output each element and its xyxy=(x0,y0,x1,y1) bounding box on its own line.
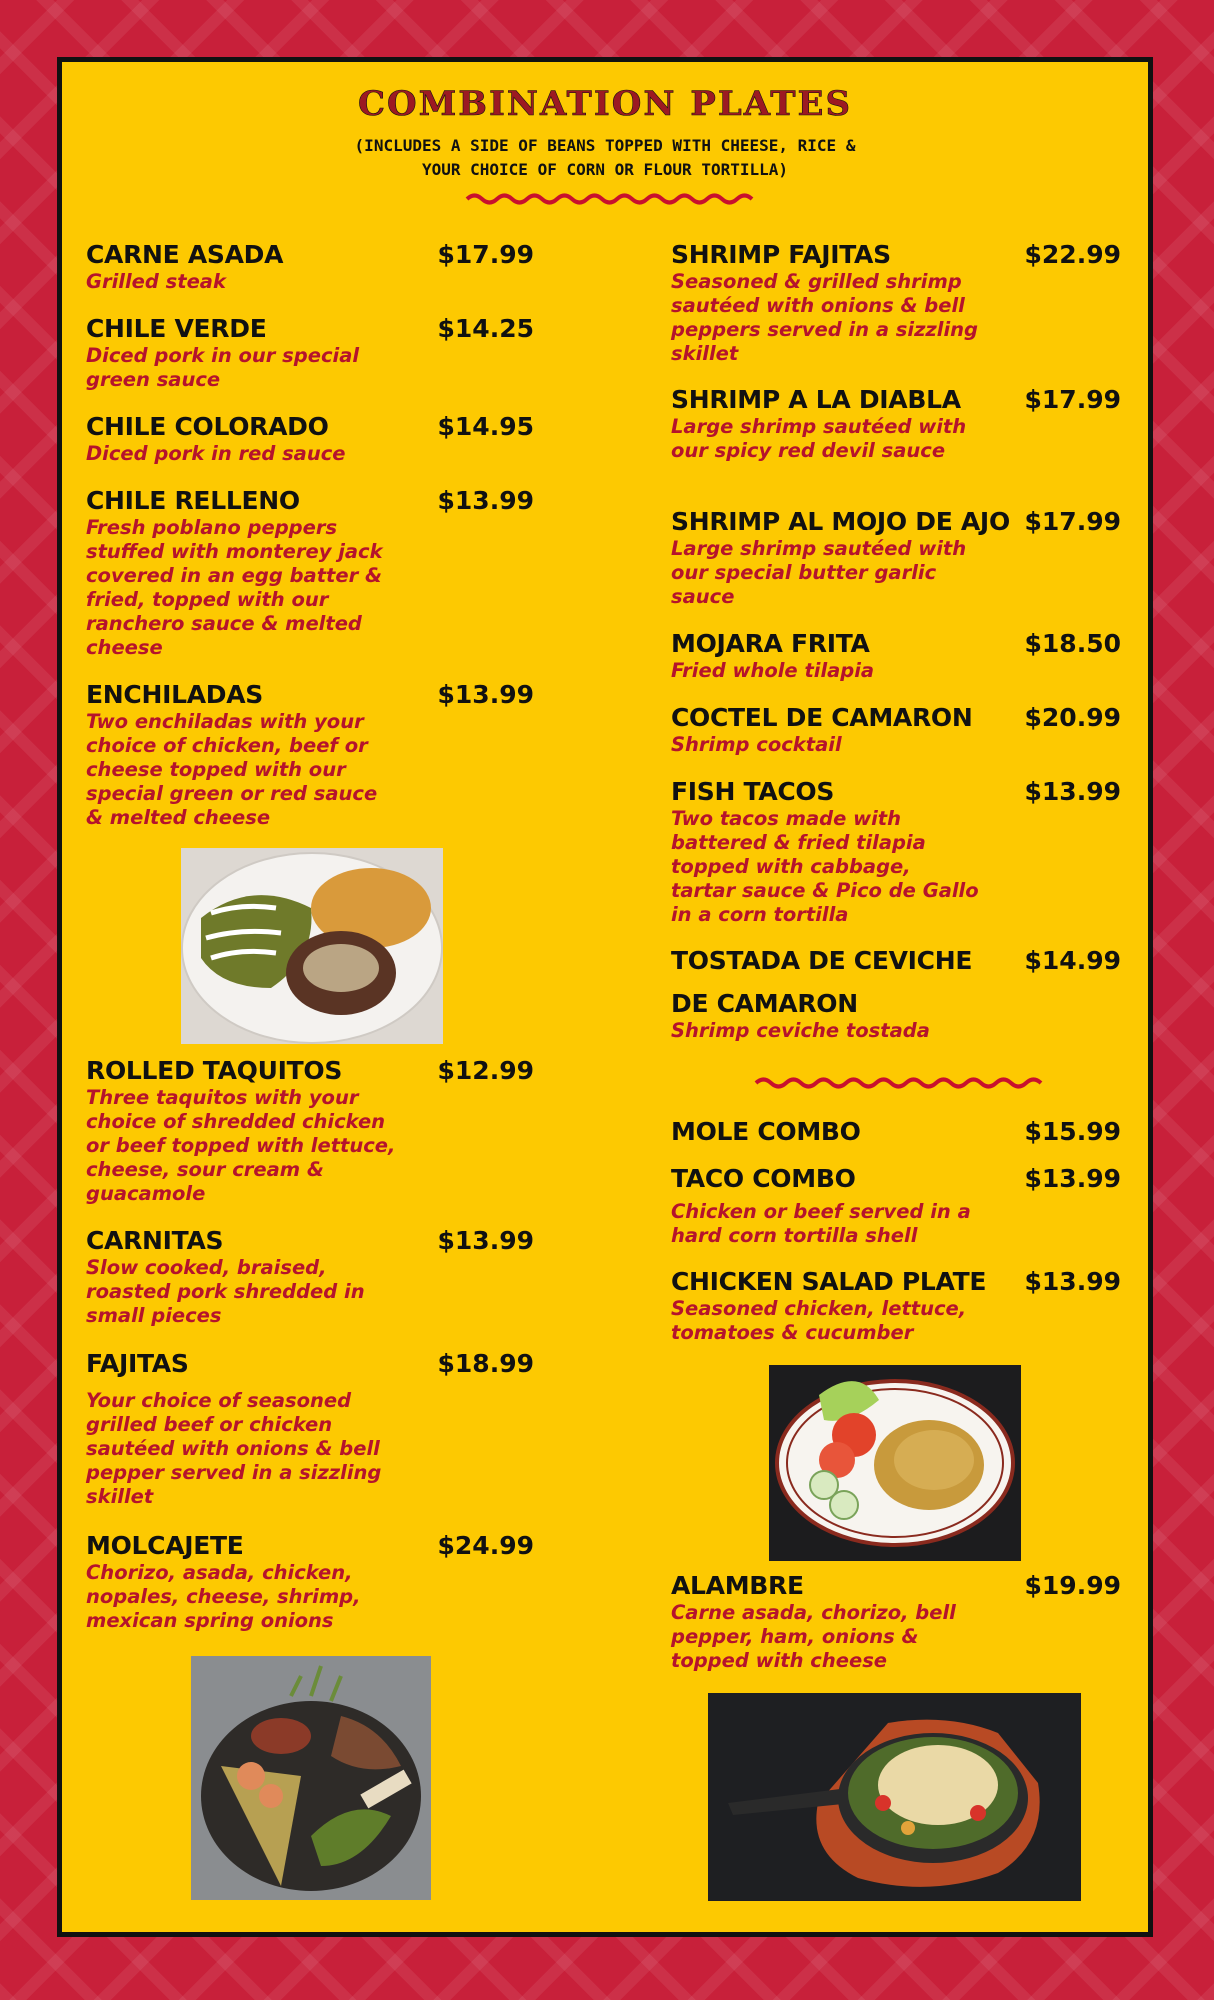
item-description: Chicken or beef served in a hard corn tortilla shell xyxy=(671,1200,971,1247)
menu-item-molcajete xyxy=(86,1531,534,1633)
menu-title: COMBINATION PLATES xyxy=(357,84,853,124)
item-price: $24.99 xyxy=(437,1531,534,1560)
item-price: $13.99 xyxy=(1024,1267,1121,1296)
item-name: CARNITAS xyxy=(86,1226,224,1255)
enchiladas-plate-photo xyxy=(181,848,443,1044)
item-price: $14.25 xyxy=(437,314,534,343)
item-price: $14.99 xyxy=(1024,946,1121,975)
item-description: Two tacos made with battered & fried tilapia topped with cabbage, tartar sauce & Pico de Gallo in a corn tortilla xyxy=(671,807,979,926)
item-price: $14.95 xyxy=(437,412,534,441)
chicken-salad-photo xyxy=(769,1365,1021,1561)
item-name: CHILE VERDE xyxy=(86,314,267,343)
item-price: $13.99 xyxy=(1024,777,1121,806)
item-description: Three taquitos with your choice of shredded chicken or beef topped with lettuce, cheese, sour cream & guacamole xyxy=(86,1086,396,1205)
menu-item-chile-colorado xyxy=(86,412,534,466)
item-description: Diced pork in our special green sauce xyxy=(86,344,360,391)
item-name-line2: DE CAMARON xyxy=(671,989,858,1018)
item-name: MOLCAJETE xyxy=(86,1531,244,1560)
menu-item-carne-asada xyxy=(86,240,534,294)
item-name: CHICKEN SALAD PLATE xyxy=(671,1267,987,1296)
subtitle-line: YOUR CHOICE OF CORN OR FLOUR TORTILLA) xyxy=(421,160,789,179)
menu-item-taco-combo xyxy=(671,1164,1121,1248)
item-description: Slow cooked, braised, roasted pork shredded in small pieces xyxy=(86,1256,365,1327)
item-description: Diced pork in red sauce xyxy=(86,442,346,465)
item-price: $13.99 xyxy=(437,680,534,709)
item-price: $18.50 xyxy=(1024,629,1121,658)
item-description: Shrimp ceviche tostada xyxy=(671,1019,930,1042)
item-price: $19.99 xyxy=(1024,1571,1121,1600)
item-price: $12.99 xyxy=(437,1056,534,1085)
item-price: $15.99 xyxy=(1024,1117,1121,1146)
molcajete-photo xyxy=(191,1656,431,1900)
item-name: SHRIMP FAJITAS xyxy=(671,240,891,269)
item-price: $17.99 xyxy=(437,240,534,269)
menu-item-fish-tacos xyxy=(671,777,1121,927)
item-name: ALAMBRE xyxy=(671,1571,804,1600)
item-name: CHILE COLORADO xyxy=(86,412,329,441)
menu-item-mojara-frita xyxy=(671,629,1121,683)
item-name: CARNE ASADA xyxy=(86,240,284,269)
item-price: $17.99 xyxy=(1024,507,1121,536)
item-description: Fried whole tilapia xyxy=(671,659,875,682)
item-price: $17.99 xyxy=(1024,385,1121,414)
menu-item-coctel-de-camaron xyxy=(671,703,1121,757)
menu-item-enchiladas xyxy=(86,680,534,830)
alambre-photo xyxy=(708,1693,1081,1901)
item-price: $18.99 xyxy=(437,1349,534,1378)
item-name: CHILE RELLENO xyxy=(86,486,300,515)
menu-item-shrimp-al-mojo-de-ajo xyxy=(671,507,1121,609)
menu-item-carnitas xyxy=(86,1226,534,1328)
subtitle-line: (INCLUDES A SIDE OF BEANS TOPPED WITH CHEESE, RICE & xyxy=(354,136,856,155)
item-description: Shrimp cocktail xyxy=(671,733,842,756)
item-name: ENCHILADAS xyxy=(86,680,263,709)
item-description: Seasoned & grilled shrimp sautéed with onions & bell peppers served in a sizzling skillet xyxy=(671,270,978,365)
wavy-divider-right xyxy=(754,1076,1048,1090)
item-description: Carne asada, chorizo, bell pepper, ham, onions & topped with cheese xyxy=(671,1601,956,1672)
item-name: ROLLED TAQUITOS xyxy=(86,1056,343,1085)
menu-item-chicken-salad-plate xyxy=(671,1267,1121,1345)
item-price: $13.99 xyxy=(437,1226,534,1255)
item-description: Seasoned chicken, lettuce, tomatoes & cucumber xyxy=(671,1297,967,1344)
menu-item-mole-combo xyxy=(671,1117,1121,1147)
item-name: FAJITAS xyxy=(86,1349,189,1378)
menu-item-fajitas xyxy=(86,1349,534,1509)
menu-item-chile-relleno xyxy=(86,486,534,660)
item-name: COCTEL DE CAMARON xyxy=(671,703,973,732)
item-description: Your choice of seasoned grilled beef or chicken sautéed with onions & bell pepper served in a sizzling skillet xyxy=(86,1389,382,1508)
wavy-divider-top xyxy=(465,192,755,206)
item-description: Fresh poblano peppers stuffed with monterey jack covered in an egg batter & fried, topped with our ranchero sauce & melted cheese xyxy=(86,516,383,659)
menu-item-chile-verde xyxy=(86,314,534,392)
menu-panel xyxy=(57,57,1153,1937)
menu-item-tostada-de-ceviche xyxy=(671,946,1121,1043)
menu-item-rolled-taquitos xyxy=(86,1056,534,1206)
item-price: $20.99 xyxy=(1024,703,1121,732)
item-name: TOSTADA DE CEVICHE xyxy=(671,946,973,975)
item-description: Large shrimp sautéed with our special butter garlic sauce xyxy=(671,537,967,608)
menu-item-shrimp-a-la-diabla xyxy=(671,385,1121,463)
item-description: Large shrimp sautéed with our spicy red devil sauce xyxy=(671,415,967,462)
item-name: SHRIMP A LA DIABLA xyxy=(671,385,961,414)
menu-item-alambre xyxy=(671,1571,1121,1673)
item-price: $13.99 xyxy=(1024,1164,1121,1193)
item-description: Grilled steak xyxy=(86,270,226,293)
item-name: MOJARA FRITA xyxy=(671,629,870,658)
menu-item-shrimp-fajitas xyxy=(671,240,1121,366)
item-name: FISH TACOS xyxy=(671,777,835,806)
menu-subtitle xyxy=(62,134,1148,182)
item-name: TACO COMBO xyxy=(671,1164,856,1193)
item-name: MOLE COMBO xyxy=(671,1117,861,1146)
item-price: $13.99 xyxy=(437,486,534,515)
item-price: $22.99 xyxy=(1024,240,1121,269)
item-description: Two enchiladas with your choice of chicken, beef or cheese topped with our special green or red sauce & melted cheese xyxy=(86,710,378,829)
item-name: SHRIMP AL MOJO DE AJO xyxy=(671,507,1010,536)
item-description: Chorizo, asada, chicken, nopales, cheese, shrimp, mexican spring onions xyxy=(86,1561,361,1632)
